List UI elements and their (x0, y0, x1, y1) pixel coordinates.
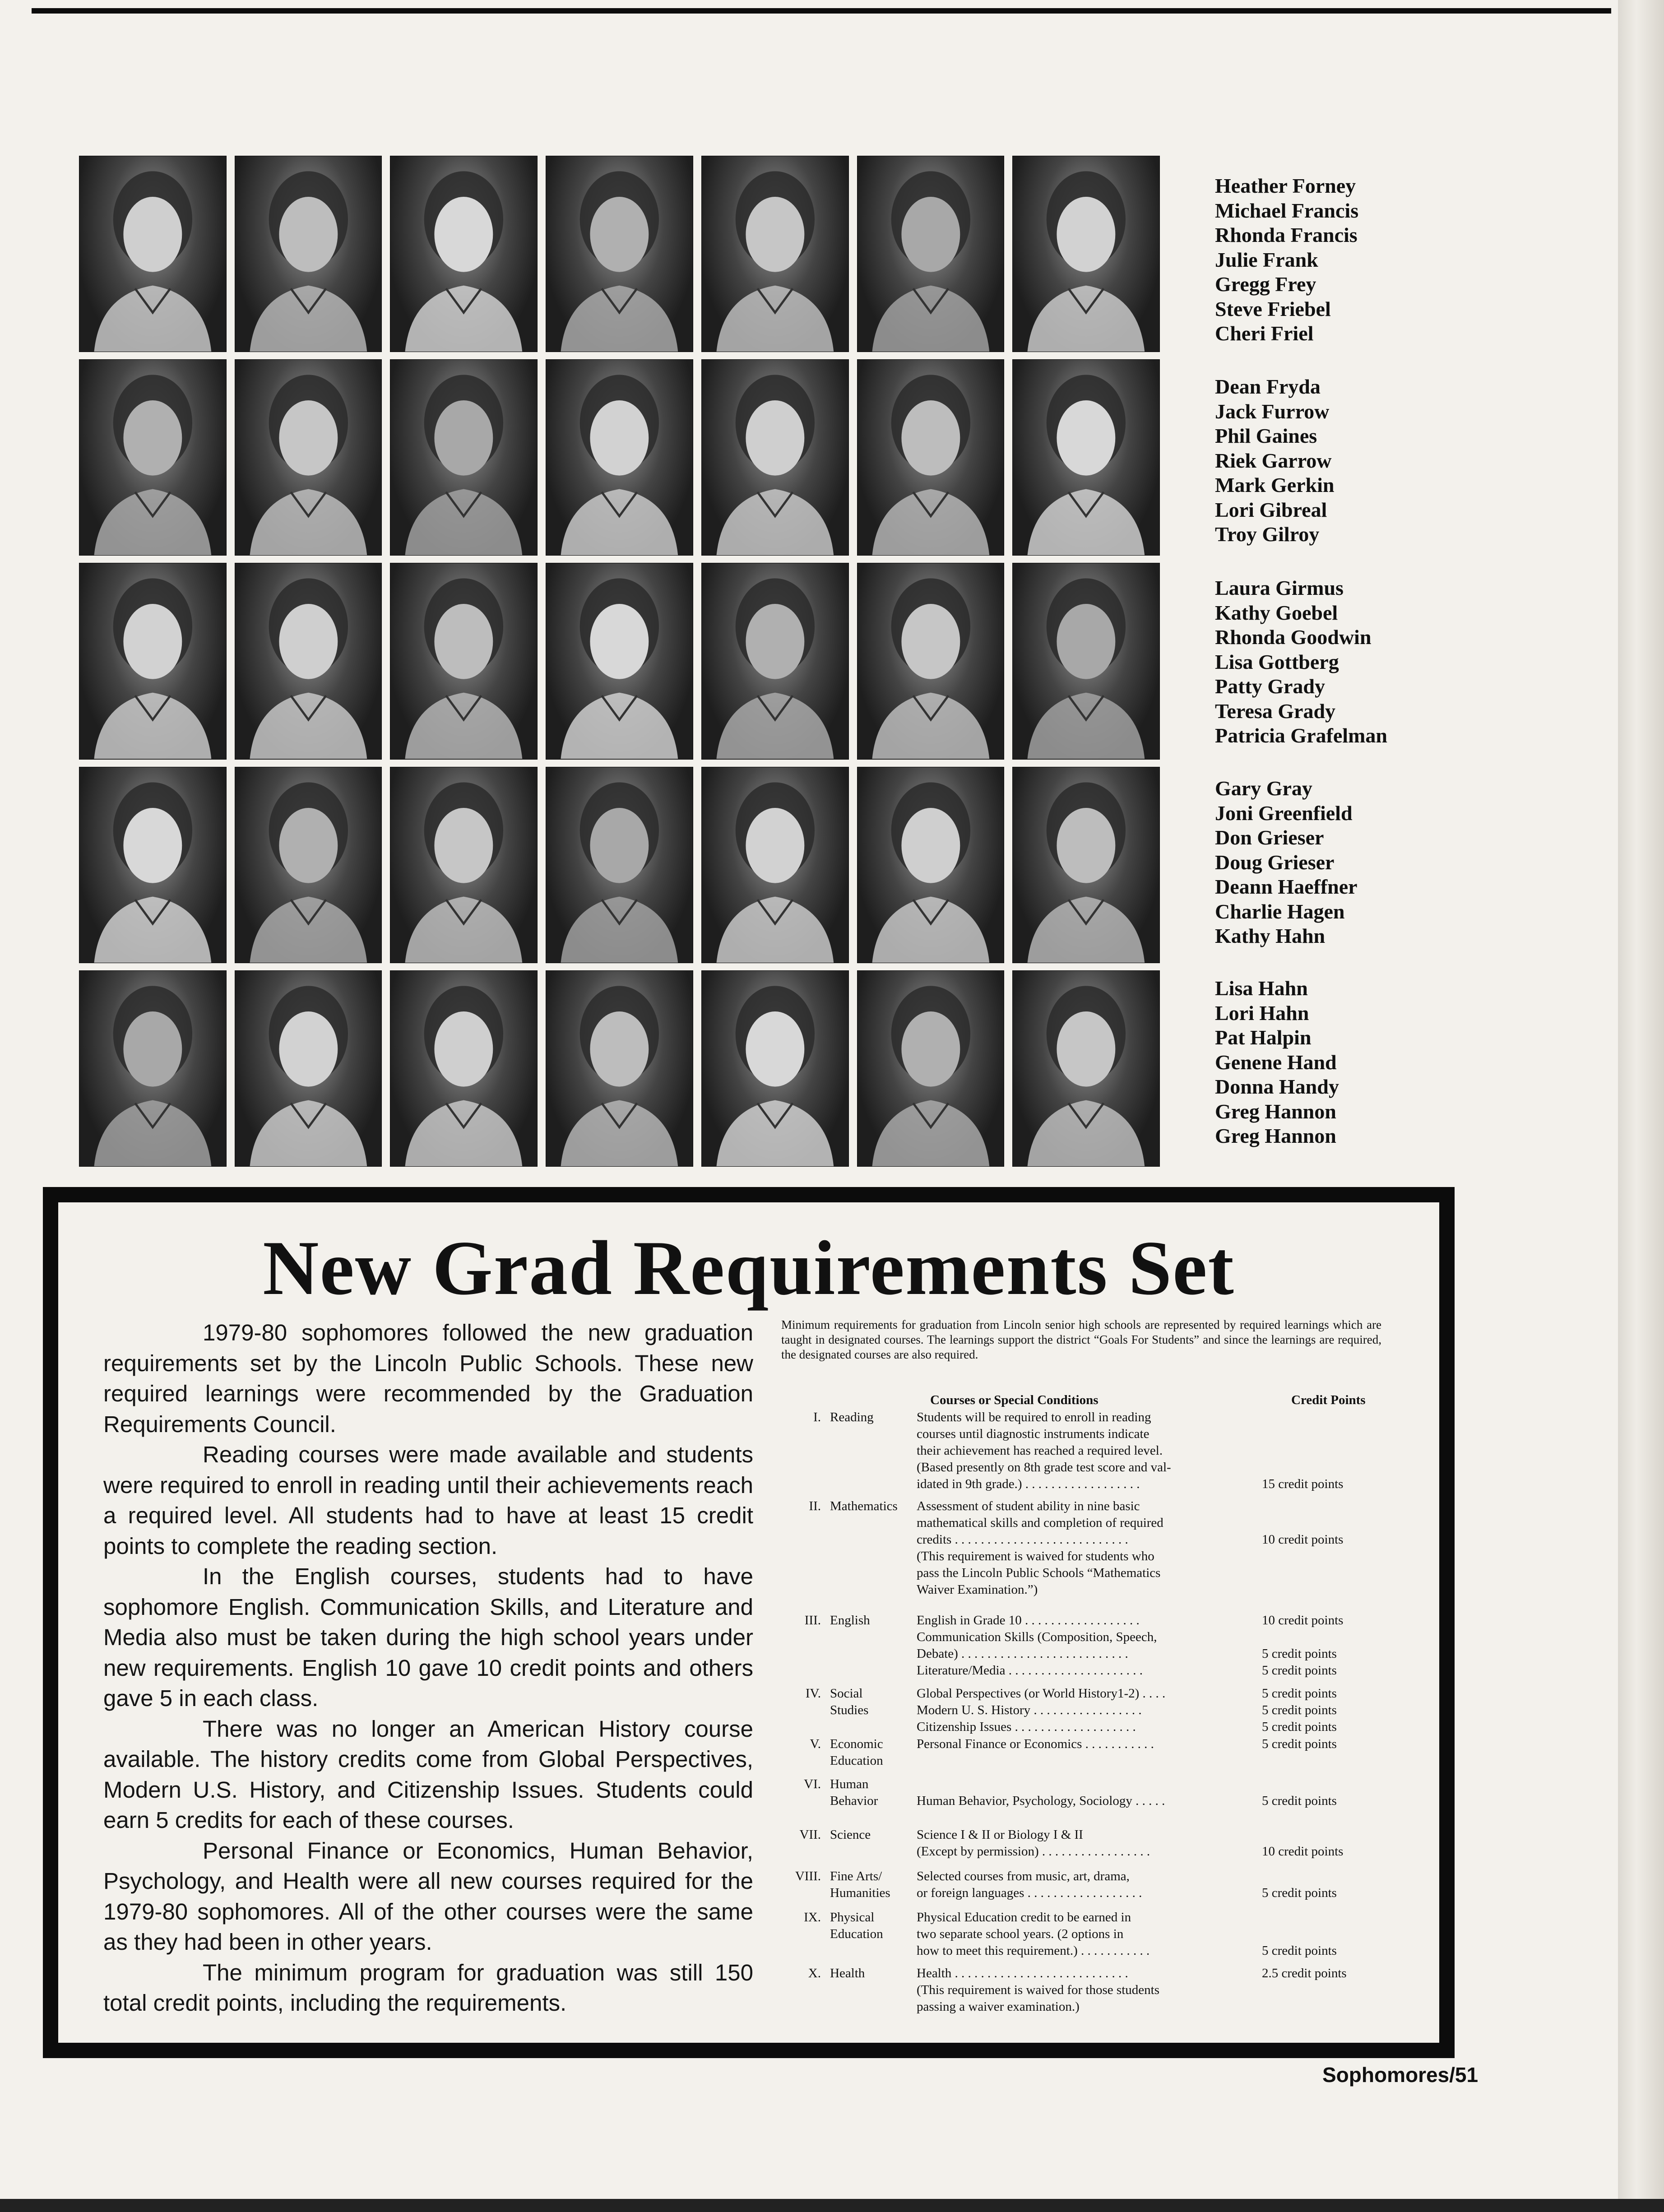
student-name: Greg Hannon (1215, 1124, 1336, 1147)
student-name: Greg Hannon (1215, 1099, 1336, 1123)
requirement-description-line: passing a waiver examination.) (917, 1999, 1080, 2014)
credit-points: 10 credit points (1262, 1613, 1344, 1628)
requirement-description (917, 1409, 1251, 1493)
name-list (1215, 174, 1358, 346)
credit-points: 5 credit points (1262, 1720, 1337, 1734)
credit-points: 15 credit points (1262, 1477, 1344, 1491)
student-name: Lori Hahn (1215, 1001, 1309, 1025)
requirement-description-line: Modern U. S. History . . . . . . . . . . . . . . . . . (917, 1703, 1142, 1717)
requirement-category-label: Human (830, 1777, 869, 1791)
credit-points (1262, 1409, 1406, 1426)
student-name: Kathy Hahn (1215, 924, 1326, 947)
credit-points (1262, 1459, 1406, 1476)
requirement-description (917, 1868, 1251, 1901)
requirement-description-line: Human Behavior, Psychology, Sociology . . . . . (917, 1794, 1165, 1808)
requirement-category-label: English (830, 1613, 870, 1628)
student-portrait (701, 563, 849, 759)
requirement-credits (1262, 1498, 1406, 1598)
student-name: Michael Francis (1215, 199, 1359, 222)
student-portrait (79, 156, 227, 352)
requirement-credits (1262, 1409, 1406, 1493)
requirement-category (781, 1409, 903, 1426)
requirement-credits (1262, 1776, 1406, 1809)
requirement-category (781, 1827, 903, 1843)
requirement-description-line: Students will be required to enroll in reading (917, 1410, 1151, 1424)
credit-points: 2.5 credit points (1262, 1966, 1347, 1980)
student-portrait (390, 359, 538, 556)
student-name: Teresa Grady (1215, 699, 1336, 723)
requirement-category-label: Reading (830, 1410, 874, 1424)
requirement-description-line: Physical Education credit to be earned in (917, 1910, 1131, 1924)
student-name: Lori Gibreal (1215, 498, 1327, 521)
student-name: Charlie Hagen (1215, 900, 1345, 923)
requirement-description-line: credits . . . . . . . . . . . . . . . . . . . . . . . . . . . (917, 1532, 1128, 1547)
student-portrait (235, 970, 382, 1167)
student-name: Jack Furrow (1215, 399, 1330, 423)
requirement-description-line: pass the Lincoln Public Schools “Mathematics (917, 1566, 1161, 1580)
student-portrait (546, 563, 693, 759)
student-name: Donna Handy (1215, 1075, 1339, 1098)
article-paragraph: There was no longer an American History course available. The history credits come from Global Perspectives, Modern U.S. History, and Citizenship Issues. Students could earn 5 credits for each of these courses. (103, 1716, 753, 1833)
requirement-description-line: Debate) . . . . . . . . . . . . . . . . . . . . . . . . . . (917, 1646, 1128, 1661)
requirement-description-line: (This requirement is waived for those students (917, 1983, 1159, 1997)
requirement-credits (1262, 1868, 1406, 1901)
student-portrait (235, 359, 382, 556)
student-portrait (857, 563, 1005, 759)
student-name: Laura Girmus (1215, 576, 1344, 599)
requirement-description-line: Personal Finance or Economics . . . . . . . . . . . (917, 1737, 1154, 1751)
student-name: Joni Greenfield (1215, 801, 1353, 825)
credit-points: 5 credit points (1262, 1737, 1337, 1751)
student-portrait (235, 156, 382, 352)
requirement-number: V. (810, 1737, 821, 1751)
requirement-description (917, 1909, 1251, 1959)
article-paragraph: 1979-80 sophomores followed the new graduation requirements set by the Lincoln Public Schools. These new required learnings were recommended by the Graduation Requirements Council. (103, 1320, 753, 1437)
student-name: Heather Forney (1215, 174, 1356, 197)
credit-points: 5 credit points (1262, 1794, 1337, 1808)
requirement-category-label: Education (830, 1927, 883, 1941)
requirement-category (781, 1868, 903, 1901)
requirement-category-label: Health (830, 1966, 865, 1980)
student-name: Julie Frank (1215, 248, 1318, 271)
student-name: Pat Halpin (1215, 1026, 1312, 1049)
requirement-description-line: (Except by permission) . . . . . . . . . . . . . . . . . (917, 1844, 1150, 1859)
article-paragraph: The minimum program for graduation was still 150 total credit points, including the requirements. (103, 1959, 753, 2016)
requirement-credits (1262, 1965, 1406, 2015)
name-list (1215, 976, 1339, 1149)
requirement-number: VIII. (795, 1869, 821, 1883)
credit-points (1262, 1565, 1406, 1581)
article-box (43, 1187, 1455, 2058)
credit-points: 10 credit points (1262, 1844, 1344, 1859)
requirement-description-line: Citizenship Issues . . . . . . . . . . . . . . . . . . . (917, 1720, 1136, 1734)
requirement-category-label: Studies (830, 1703, 869, 1717)
student-portrait (1012, 767, 1160, 963)
name-list (1215, 776, 1358, 949)
requirement-number: VI. (804, 1777, 821, 1791)
requirement-description-line: how to meet this requirement.) . . . . . . . . . . . (917, 1943, 1150, 1958)
requirement-description (917, 1776, 1251, 1809)
student-portrait (546, 359, 693, 556)
page-folio: Sophomores/51 (1322, 2063, 1479, 2087)
requirement-description (917, 1965, 1251, 2015)
requirement-category-label: Physical (830, 1910, 875, 1924)
student-portrait (79, 767, 227, 963)
requirement-category-label: Fine Arts/ (830, 1869, 882, 1883)
requirement-credits (1262, 1612, 1406, 1679)
article-paragraph: Personal Finance or Economics, Human Behavior, Psychology, and Health were all new courses required for the 1979-80 sophomores. All of the other courses were the same as they had been in other years. (103, 1837, 753, 1955)
column-header-credits: Credit Points (1291, 1393, 1366, 1407)
student-name: Lisa Hahn (1215, 977, 1308, 1000)
requirement-category (781, 1776, 903, 1809)
requirement-category-label: Education (830, 1753, 883, 1768)
credit-points: 5 credit points (1262, 1886, 1337, 1900)
student-portrait (390, 767, 538, 963)
credit-points (1262, 1515, 1406, 1531)
requirement-category-label: Economic (830, 1737, 883, 1751)
requirement-description-line: mathematical skills and completion of required (917, 1516, 1163, 1530)
student-name: Cheri Friel (1215, 322, 1314, 345)
requirement-category-label: Humanities (830, 1886, 890, 1900)
student-name: Dean Fryda (1215, 375, 1321, 398)
student-portrait (546, 156, 693, 352)
requirement-credits (1262, 1685, 1406, 1735)
requirement-description-line: or foreign languages . . . . . . . . . . . . . . . . . . (917, 1886, 1142, 1900)
requirement-description-line (917, 1776, 1251, 1793)
requirement-description-line: Health . . . . . . . . . . . . . . . . . . . . . . . . . . . (917, 1966, 1128, 1980)
student-portrait (235, 563, 382, 759)
credit-points: 5 credit points (1262, 1686, 1337, 1701)
requirement-category-label: Mathematics (830, 1499, 898, 1513)
requirement-description-line: Assessment of student ability in nine basic (917, 1499, 1140, 1513)
student-name: Rhonda Francis (1215, 223, 1358, 246)
name-list (1215, 576, 1387, 748)
credit-points: 10 credit points (1262, 1532, 1344, 1547)
credit-points (1262, 1827, 1406, 1843)
requirement-category (781, 1965, 903, 1982)
credit-points (1262, 1868, 1406, 1885)
article-paragraph: In the English courses, students had to have sophomore English. Communication Skills, and Literature and Media also must be taken during the high school years under new requirements. English 10 gave 10 credit points and others gave 5 in each class. (103, 1563, 753, 1711)
student-portrait (1012, 156, 1160, 352)
requirement-description-line: idated in 9th grade.) . . . . . . . . . . . . . . . . . . (917, 1477, 1140, 1491)
credit-points (1262, 1548, 1406, 1565)
student-portrait (857, 970, 1005, 1167)
student-portrait (701, 359, 849, 556)
student-name: Genene Hand (1215, 1050, 1337, 1074)
name-list (1215, 375, 1334, 547)
requirement-number: II. (809, 1499, 821, 1513)
requirement-description-line: (This requirement is waived for students who (917, 1549, 1154, 1563)
requirement-category-label: Social (830, 1686, 863, 1701)
requirement-number: X. (808, 1966, 821, 1980)
requirements-intro: Minimum requirements for graduation from Lincoln senior high schools are represented by required learnings which are taught in designated courses. The learnings support the district “Goals For Students” and since the learnings are required, the designated courses are also required. (781, 1318, 1381, 1361)
article-body (103, 1317, 753, 2018)
student-name: Patricia Grafelman (1215, 724, 1387, 747)
student-portrait (390, 563, 538, 759)
credit-points: 5 credit points (1262, 1703, 1337, 1717)
student-name: Mark Gerkin (1215, 473, 1335, 496)
student-portrait (701, 767, 849, 963)
student-portrait (546, 767, 693, 963)
top-rule (32, 8, 1611, 14)
student-portrait (546, 970, 693, 1167)
article-headline: New Grad Requirements Set (263, 1225, 1235, 1311)
student-portrait (79, 970, 227, 1167)
credit-points: 5 credit points (1262, 1646, 1337, 1661)
student-portrait (1012, 359, 1160, 556)
requirement-description-line: Literature/Media . . . . . . . . . . . . . . . . . . . . . (917, 1663, 1143, 1678)
credit-points (1262, 1776, 1406, 1793)
article-paragraph: Reading courses were made available and students were required to enroll in reading until their achievements reach a required level. All students had to have at least 15 credit points to complete the reading section. (103, 1442, 753, 1559)
student-portrait (701, 970, 849, 1167)
portrait-grid (79, 156, 1160, 1167)
credit-points: 5 credit points (1262, 1663, 1337, 1678)
student-name: Steve Friebel (1215, 297, 1331, 320)
requirement-description-line: Selected courses from music, art, drama, (917, 1869, 1130, 1883)
credit-points (1262, 1909, 1406, 1926)
requirement-description (917, 1498, 1251, 1598)
student-portrait (390, 970, 538, 1167)
requirement-number: III. (804, 1613, 821, 1628)
student-name: Lisa Gottberg (1215, 650, 1339, 673)
student-portrait (1012, 563, 1160, 759)
requirement-description-line: English in Grade 10 . . . . . . . . . . . . . . . . . . (917, 1613, 1140, 1628)
student-name: Rhonda Goodwin (1215, 626, 1372, 649)
student-portrait (857, 359, 1005, 556)
student-portrait (390, 156, 538, 352)
requirement-number: IX. (804, 1910, 821, 1924)
credit-points (1262, 1442, 1406, 1459)
requirement-category (781, 1685, 903, 1719)
credit-points (1262, 1629, 1406, 1646)
student-portrait (857, 767, 1005, 963)
requirement-description (917, 1685, 1251, 1735)
student-portrait (79, 359, 227, 556)
student-portrait (235, 767, 382, 963)
requirement-description-line: Communication Skills (Composition, Speech, (917, 1630, 1157, 1644)
requirement-credits (1262, 1827, 1406, 1860)
credit-points (1262, 1581, 1406, 1598)
requirement-description-line: courses until diagnostic instruments indicate (917, 1427, 1150, 1441)
requirement-category (781, 1909, 903, 1943)
credit-points: 5 credit points (1262, 1943, 1337, 1958)
student-portrait (79, 563, 227, 759)
page-edge (1618, 0, 1664, 2212)
requirement-credits (1262, 1736, 1406, 1753)
student-portrait (701, 156, 849, 352)
student-portrait (857, 156, 1005, 352)
requirement-category (781, 1736, 903, 1769)
requirement-category (781, 1498, 903, 1515)
student-name: Troy Gilroy (1215, 523, 1320, 546)
requirement-category (781, 1612, 903, 1629)
requirement-number: IV. (805, 1686, 821, 1701)
student-name: Deann Haeffner (1215, 875, 1358, 898)
requirement-description-line: Global Perspectives (or World History1-2) . . . . (917, 1686, 1166, 1701)
requirement-description-line: their achievement has reached a required level. (917, 1443, 1163, 1458)
credit-points (1262, 1999, 1406, 2015)
requirement-number: VII. (799, 1827, 821, 1842)
requirement-description (917, 1827, 1251, 1860)
student-name: Phil Gaines (1215, 424, 1317, 447)
requirement-number: I. (813, 1410, 821, 1424)
student-name: Gregg Frey (1215, 273, 1316, 296)
requirement-description-line: (Based presently on 8th grade test score and val- (917, 1460, 1171, 1475)
requirement-category-label: Science (830, 1827, 871, 1842)
requirement-description-line: Waiver Examination.”) (917, 1582, 1038, 1597)
student-portrait (1012, 970, 1160, 1167)
credit-points (1262, 1982, 1406, 1999)
student-name: Kathy Goebel (1215, 601, 1338, 624)
student-name: Doug Grieser (1215, 850, 1335, 874)
requirement-category-label: Behavior (830, 1794, 878, 1808)
student-name: Gary Gray (1215, 777, 1312, 800)
credit-points (1262, 1498, 1406, 1515)
credit-points (1262, 1426, 1406, 1442)
credit-points (1262, 1926, 1406, 1943)
student-name: Patty Grady (1215, 675, 1326, 698)
column-header-courses: Courses or Special Conditions (930, 1393, 1099, 1407)
student-name: Don Grieser (1215, 826, 1324, 849)
bottom-rule (0, 2199, 1664, 2212)
requirement-description (917, 1612, 1251, 1679)
student-name: Riek Garrow (1215, 449, 1332, 472)
requirement-description (917, 1736, 1251, 1753)
requirement-credits (1262, 1909, 1406, 1959)
requirement-description-line: two separate school years. (2 options in (917, 1927, 1124, 1941)
requirement-description-line: Science I & II or Biology I & II (917, 1827, 1083, 1842)
